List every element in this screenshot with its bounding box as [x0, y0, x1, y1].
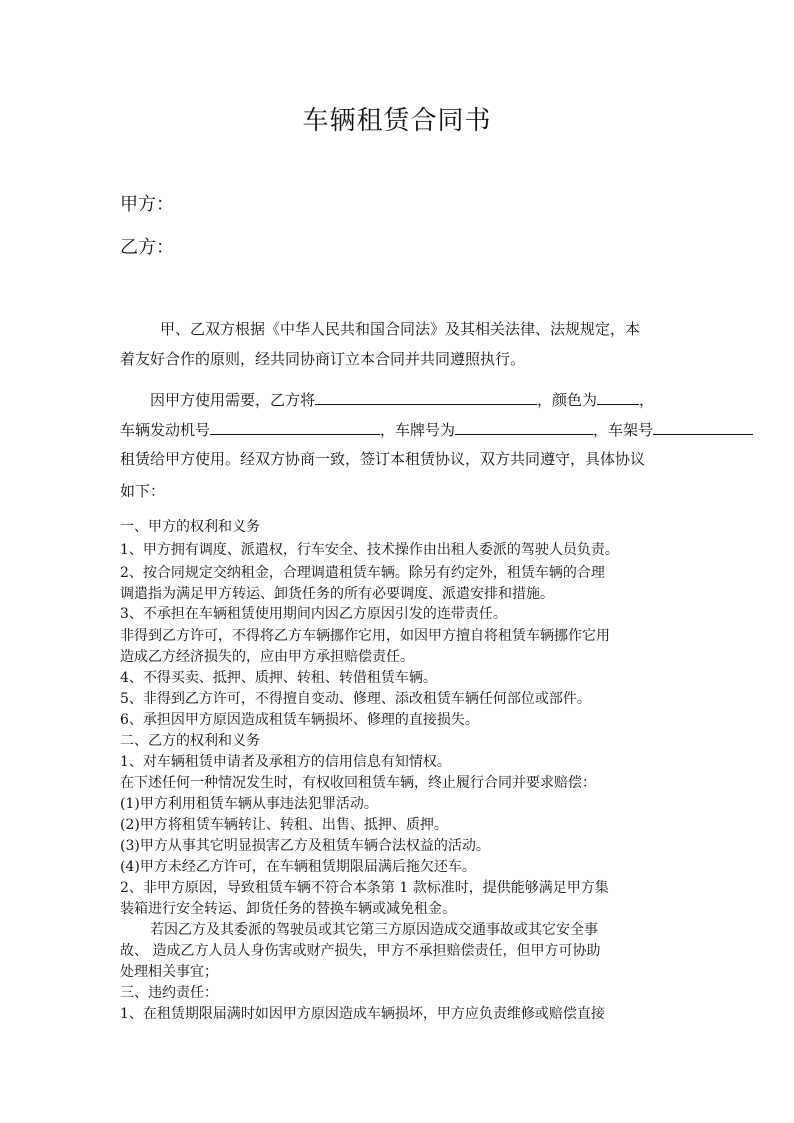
plate-number-blank[interactable]: [455, 418, 593, 435]
vehicle-fill-line-1: [150, 388, 654, 410]
party-a-label: 甲方：: [120, 194, 174, 215]
body-line: 调遣指为满足甲方转运、卸货任务的所有必要调度、派遣安排和措施。: [120, 586, 554, 602]
vehicle-fill-line-2: [120, 418, 753, 440]
body-line: 1、甲方拥有调度、派遣权，行车安全、技术操作由出租人委派的驾驶人员负责。: [120, 542, 619, 558]
body-line: 4、不得买卖、抵押、质押、转租、转借租赁车辆。: [120, 670, 437, 686]
body-line: (1)甲方利用租赁车辆从事违法犯罪活动。: [120, 796, 378, 812]
party-b-label: 乙方：: [120, 237, 174, 258]
body-line: 三、违约责任：: [120, 985, 218, 1001]
body-line: 1、在租赁期限届满时如因甲方原因造成车辆损坏，甲方应负责维修或赔偿直接: [120, 1006, 605, 1022]
fill-text-2b: ，车牌号为: [380, 421, 456, 439]
fill-text-2c: ，车架号: [593, 421, 654, 439]
body-line: 2、按合同规定交纳租金，合理调遣租赁车辆。除另有约定外，租赁车辆的合理: [120, 565, 605, 581]
body-line: 3、不承担在车辆租赁使用期间内因乙方原因引发的连带责任。: [120, 606, 507, 622]
document-title: 车辆租赁合同书: [302, 106, 492, 136]
body-line: 装箱进行安全转运、卸货任务的替换车辆或减免租金。: [120, 901, 456, 917]
body-line: 6、承担因甲方原因造成租赁车辆损坏、修理的直接损失。: [120, 712, 479, 728]
body-line: 非得到乙方许可，不得将乙方车辆挪作它用，如因甲方擅自将租赁车辆挪作它用: [120, 628, 610, 644]
fill-text-1a: 因甲方使用需要，乙方将: [150, 391, 316, 409]
color-blank[interactable]: [597, 388, 639, 405]
body-line: 故、 造成乙方人员人身伤害或财产损失，甲方不承担赔偿责任，但甲方可协助: [120, 943, 601, 959]
vehicle-model-blank[interactable]: [315, 388, 537, 405]
body-line: (2)甲方将租赁车辆转让、转租、出售、抵押、质押。: [120, 817, 448, 833]
body-line: (3)甲方从事其它明显损害乙方及租赁车辆合法权益的活动。: [120, 838, 490, 854]
body-line: 若因乙方及其委派的驾驶员或其它第三方原因造成交通事故或其它安全事: [150, 922, 598, 938]
body-line: 处理相关事宜；: [120, 964, 218, 980]
fill-text-2a: 车辆发动机号: [120, 421, 211, 439]
vehicle-fill-line-4: 如下：: [120, 482, 166, 500]
intro-line-2: 着友好合作的原则，经共同协商订立本合同并共同遵照执行。: [120, 350, 526, 368]
body-line: 2、非甲方原因，导致租赁车辆不符合本条第 1 款标准时，提供能够满足甲方集: [120, 880, 609, 896]
intro-line-1: 甲、乙双方根据《中华人民共和国合同法》及其相关法律、法规规定，本: [160, 320, 641, 338]
fill-text-1c: ，: [639, 391, 655, 409]
body-line: 二、乙方的权利和义务: [120, 733, 260, 749]
fill-text-1b: ，颜色为: [537, 391, 598, 409]
body-line: 一、甲方的权利和义务: [120, 519, 260, 535]
body-line: 5、非得到乙方许可，不得擅自变动、修理、添改租赁车辆任何部位或部件。: [120, 691, 591, 707]
engine-number-blank[interactable]: [210, 418, 380, 435]
frame-number-blank[interactable]: [653, 418, 753, 435]
body-line: 1、对车辆租赁申请者及承租方的信用信息有知情权。: [120, 754, 451, 770]
body-line: 造成乙方经济损失的，应由甲方承担赔偿责任。: [120, 649, 414, 665]
body-line: (4)甲方未经乙方许可，在车辆租赁期限届满后拖欠还车。: [120, 859, 476, 875]
vehicle-fill-line-3: 租赁给甲方使用。经双方协商一致，签订本租赁协议，双方共同遵守，具体协议: [120, 450, 646, 468]
body-line: 在下述任何一种情况发生时，有权收回租赁车辆，终止履行合同并要求赔偿：: [120, 775, 596, 791]
